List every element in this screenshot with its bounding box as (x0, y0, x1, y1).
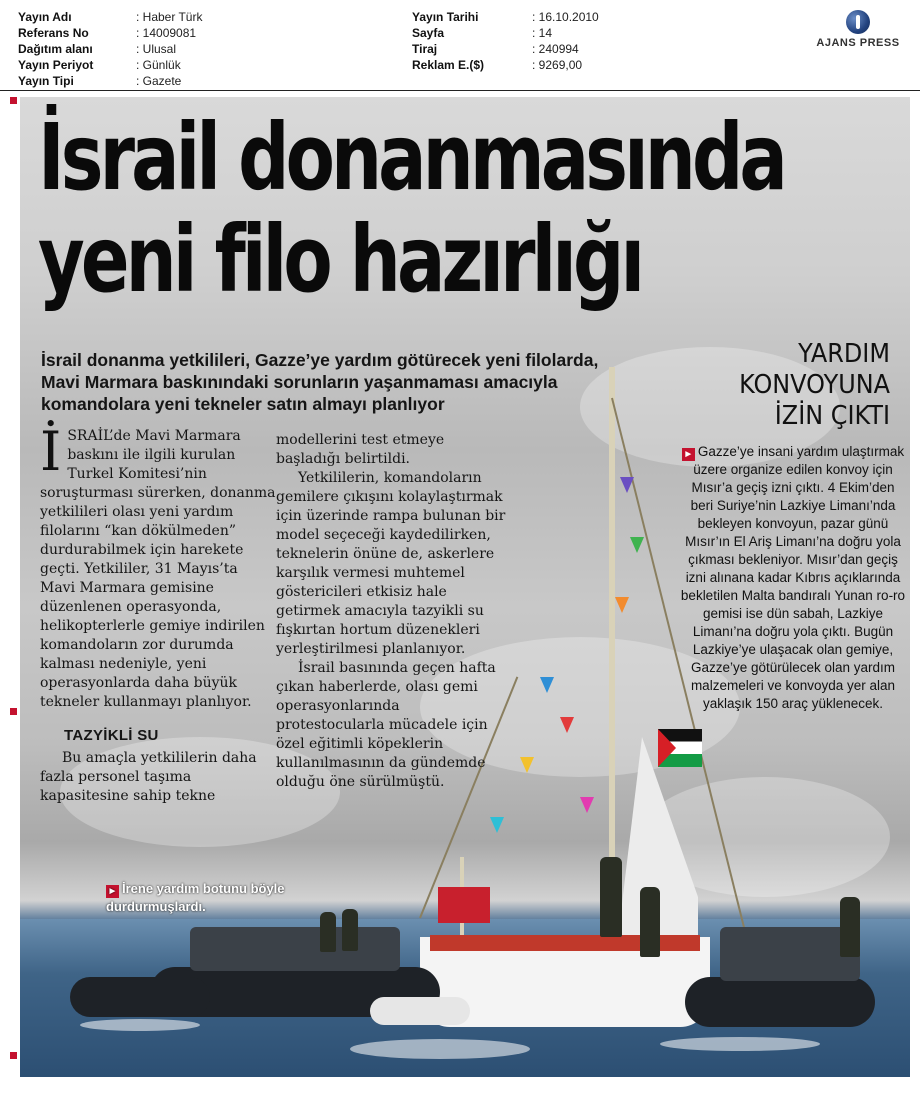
article-column-2 (276, 431, 512, 792)
wave-foam (80, 1019, 200, 1031)
metadata-right (412, 9, 599, 73)
metadata-row (18, 57, 202, 73)
arrow-bullet-icon: ► (683, 449, 694, 460)
arrow-bullet-icon: ► (107, 886, 118, 897)
red-ensign-flag (438, 887, 490, 923)
pennant-flag (615, 597, 629, 613)
margin-marker (10, 708, 17, 715)
commando-figure (342, 909, 358, 951)
metadata-value: : Gazete (136, 74, 182, 88)
header-divider (0, 90, 920, 91)
pennant-flag (540, 677, 554, 693)
metadata-row (412, 57, 599, 73)
sidebar-text: Gazze’ye insani yardım ulaştırmak üzere organize edilen konvoy için Mısır’a geçiş izni çıktı. 4 Ekim’den beri Suriye’nin Lazkiye Limanı’nda bekleyen konvoyun, pazar günü Mısır’ın El Ariş Limanı’na doğru yola çıkması bekleniyor. Mısır’dan geçiş izni alınana kadar Kıbrıs açıklarında bekletilen Malta bandıralı Yunan ro-ro gemisi ise dün sabah, Lazkiye Limanı’na doğru yola çıktı. Bugün Lazkiye’ye ulaşacak olan gemiye, Gazze’ye götürülecek olan yardım malzemeleri ve konvoyda yer alan yaklaşık 150 araç yüklenecek. (680, 444, 906, 711)
headline-line-2: yeni filo hazırlığı (38, 206, 642, 313)
metadata-row (18, 41, 202, 57)
metadata-key: Reklam E.($) (412, 58, 485, 72)
pennant-flag (620, 477, 634, 493)
navy-rib-cabin (190, 927, 400, 971)
article-deck: İsrail donanma yetkilileri, Gazze’ye yardım götürecek yeni filolarda, Mavi Marmara baskınındaki sorunların yaşanmaması amacıyla komandolara yeni tekneler satın almayı planlıyor (41, 350, 599, 414)
metadata-value: : Ulusal (136, 42, 177, 56)
pennant-flag (630, 537, 644, 553)
metadata-value: : 14 (532, 26, 553, 40)
metadata-key: Yayın Tarihi (412, 10, 479, 24)
headline-line-1: İsrail donanmasında (38, 104, 784, 211)
article-paragraph: modellerini test etmeye başladığı belirtildi. (276, 432, 445, 467)
article-paragraph: Yetkililerin, komandoların gemilere çıkışını kolaylaştırmak için üzerinde rampa bulunan bir model seçeceği kaydedilirken, teknelerin önüne de, askerlere karşılık vermesi muhtemel göstericileri etkisiz hale getirmek amacıyla tazyikli su fışkırtan hortum düzenekleri yerleştirilmesi planlanıyor. (276, 470, 506, 657)
margin-marker (10, 97, 17, 104)
wave-foam (660, 1037, 820, 1051)
sidebar-headline-line: KONVOYUNA (739, 370, 890, 400)
drop-cap: İ (40, 420, 62, 483)
sidebar-headline-line: YARDIM (798, 339, 890, 369)
metadata-value: : Haber Türk (136, 10, 203, 24)
article-column-1 (40, 420, 276, 806)
metadata-value: : Günlük (136, 58, 181, 72)
margin-marker (10, 1052, 17, 1059)
metadata-left (18, 9, 202, 89)
navy-rib-boat (685, 977, 875, 1027)
palestine-flag (658, 729, 702, 767)
metadata-row (18, 25, 202, 41)
sidebar-headline-line: İZİN ÇIKTI (774, 401, 890, 431)
metadata-key: Dağıtım alanı (18, 42, 93, 56)
caption-text: İrene yardım botunu böyle durdurmuşlardı. (106, 881, 285, 914)
metadata-key: Yayın Periyot (18, 58, 94, 72)
metadata-row (412, 41, 599, 57)
pennant-flag (490, 817, 504, 833)
pennant-flag (580, 797, 594, 813)
dinghy (370, 997, 470, 1025)
article-paragraph: İsrail basınında geçen hafta çıkan haberlerde, olası gemi operasyonlarında protestocularla mücadele için özel eğitimli köpeklerin kullanılmasının da gündemde olduğu öne sürülmüştü. (276, 660, 496, 790)
metadata-value: : 16.10.2010 (532, 10, 599, 24)
commando-figure (640, 887, 660, 957)
navy-rib-boat (70, 977, 210, 1017)
metadata-key: Tiraj (412, 42, 438, 56)
headline (38, 104, 784, 313)
metadata-value: : 9269,00 (532, 58, 583, 72)
metadata-value: : 14009081 (136, 26, 197, 40)
news-clipping (20, 97, 910, 1077)
pennant-flag (560, 717, 574, 733)
navy-rib-cabin (720, 927, 860, 981)
commando-figure (840, 897, 860, 957)
ajans-press-logo-icon (846, 10, 870, 34)
metadata-key: Referans No (18, 26, 89, 40)
article-paragraph: SRAİL’de Mavi Marmara baskını ile ilgili kurulan Turkel Komitesi’nin soruşturması sürerken, donanma yetkilileri olası yeni yardım filolarını “kan dökülmeden” durdurabilmek için harekete geçti. Yetkililer, 31 Mayıs’ta Mavi Marmara gemisine düzenlenen operasyonda, helikopterlerle gemiye indirilen komandoların zor durumda kalması nedeniyle, yeni operasyonlarda daha büyük tekneler kullanmayı planlıyor. (40, 428, 276, 710)
sidebar-headline (678, 339, 890, 432)
metadata-key: Yayın Adı (18, 10, 72, 24)
pennant-flag (520, 757, 534, 773)
article-subhead: TAZYİKLİ SU (64, 727, 159, 744)
metadata-row (18, 9, 202, 25)
wave-foam (350, 1039, 530, 1059)
metadata-key: Sayfa (412, 26, 445, 40)
metadata-value: : 240994 (532, 42, 579, 56)
metadata-key: Yayın Tipi (18, 74, 74, 88)
photo-caption (106, 880, 286, 915)
ajans-press-logo (808, 10, 908, 49)
commando-figure (320, 912, 336, 952)
metadata-row (18, 73, 202, 89)
metadata-row (412, 25, 599, 41)
logo-text: AJANS PRESS (816, 37, 900, 49)
sidebar-body (680, 443, 906, 713)
commando-figure (600, 857, 622, 937)
metadata-row (412, 9, 599, 25)
article-paragraph: Bu amaçla yetkililerin daha fazla personel taşıma kapasitesine sahip tekne (40, 750, 257, 804)
